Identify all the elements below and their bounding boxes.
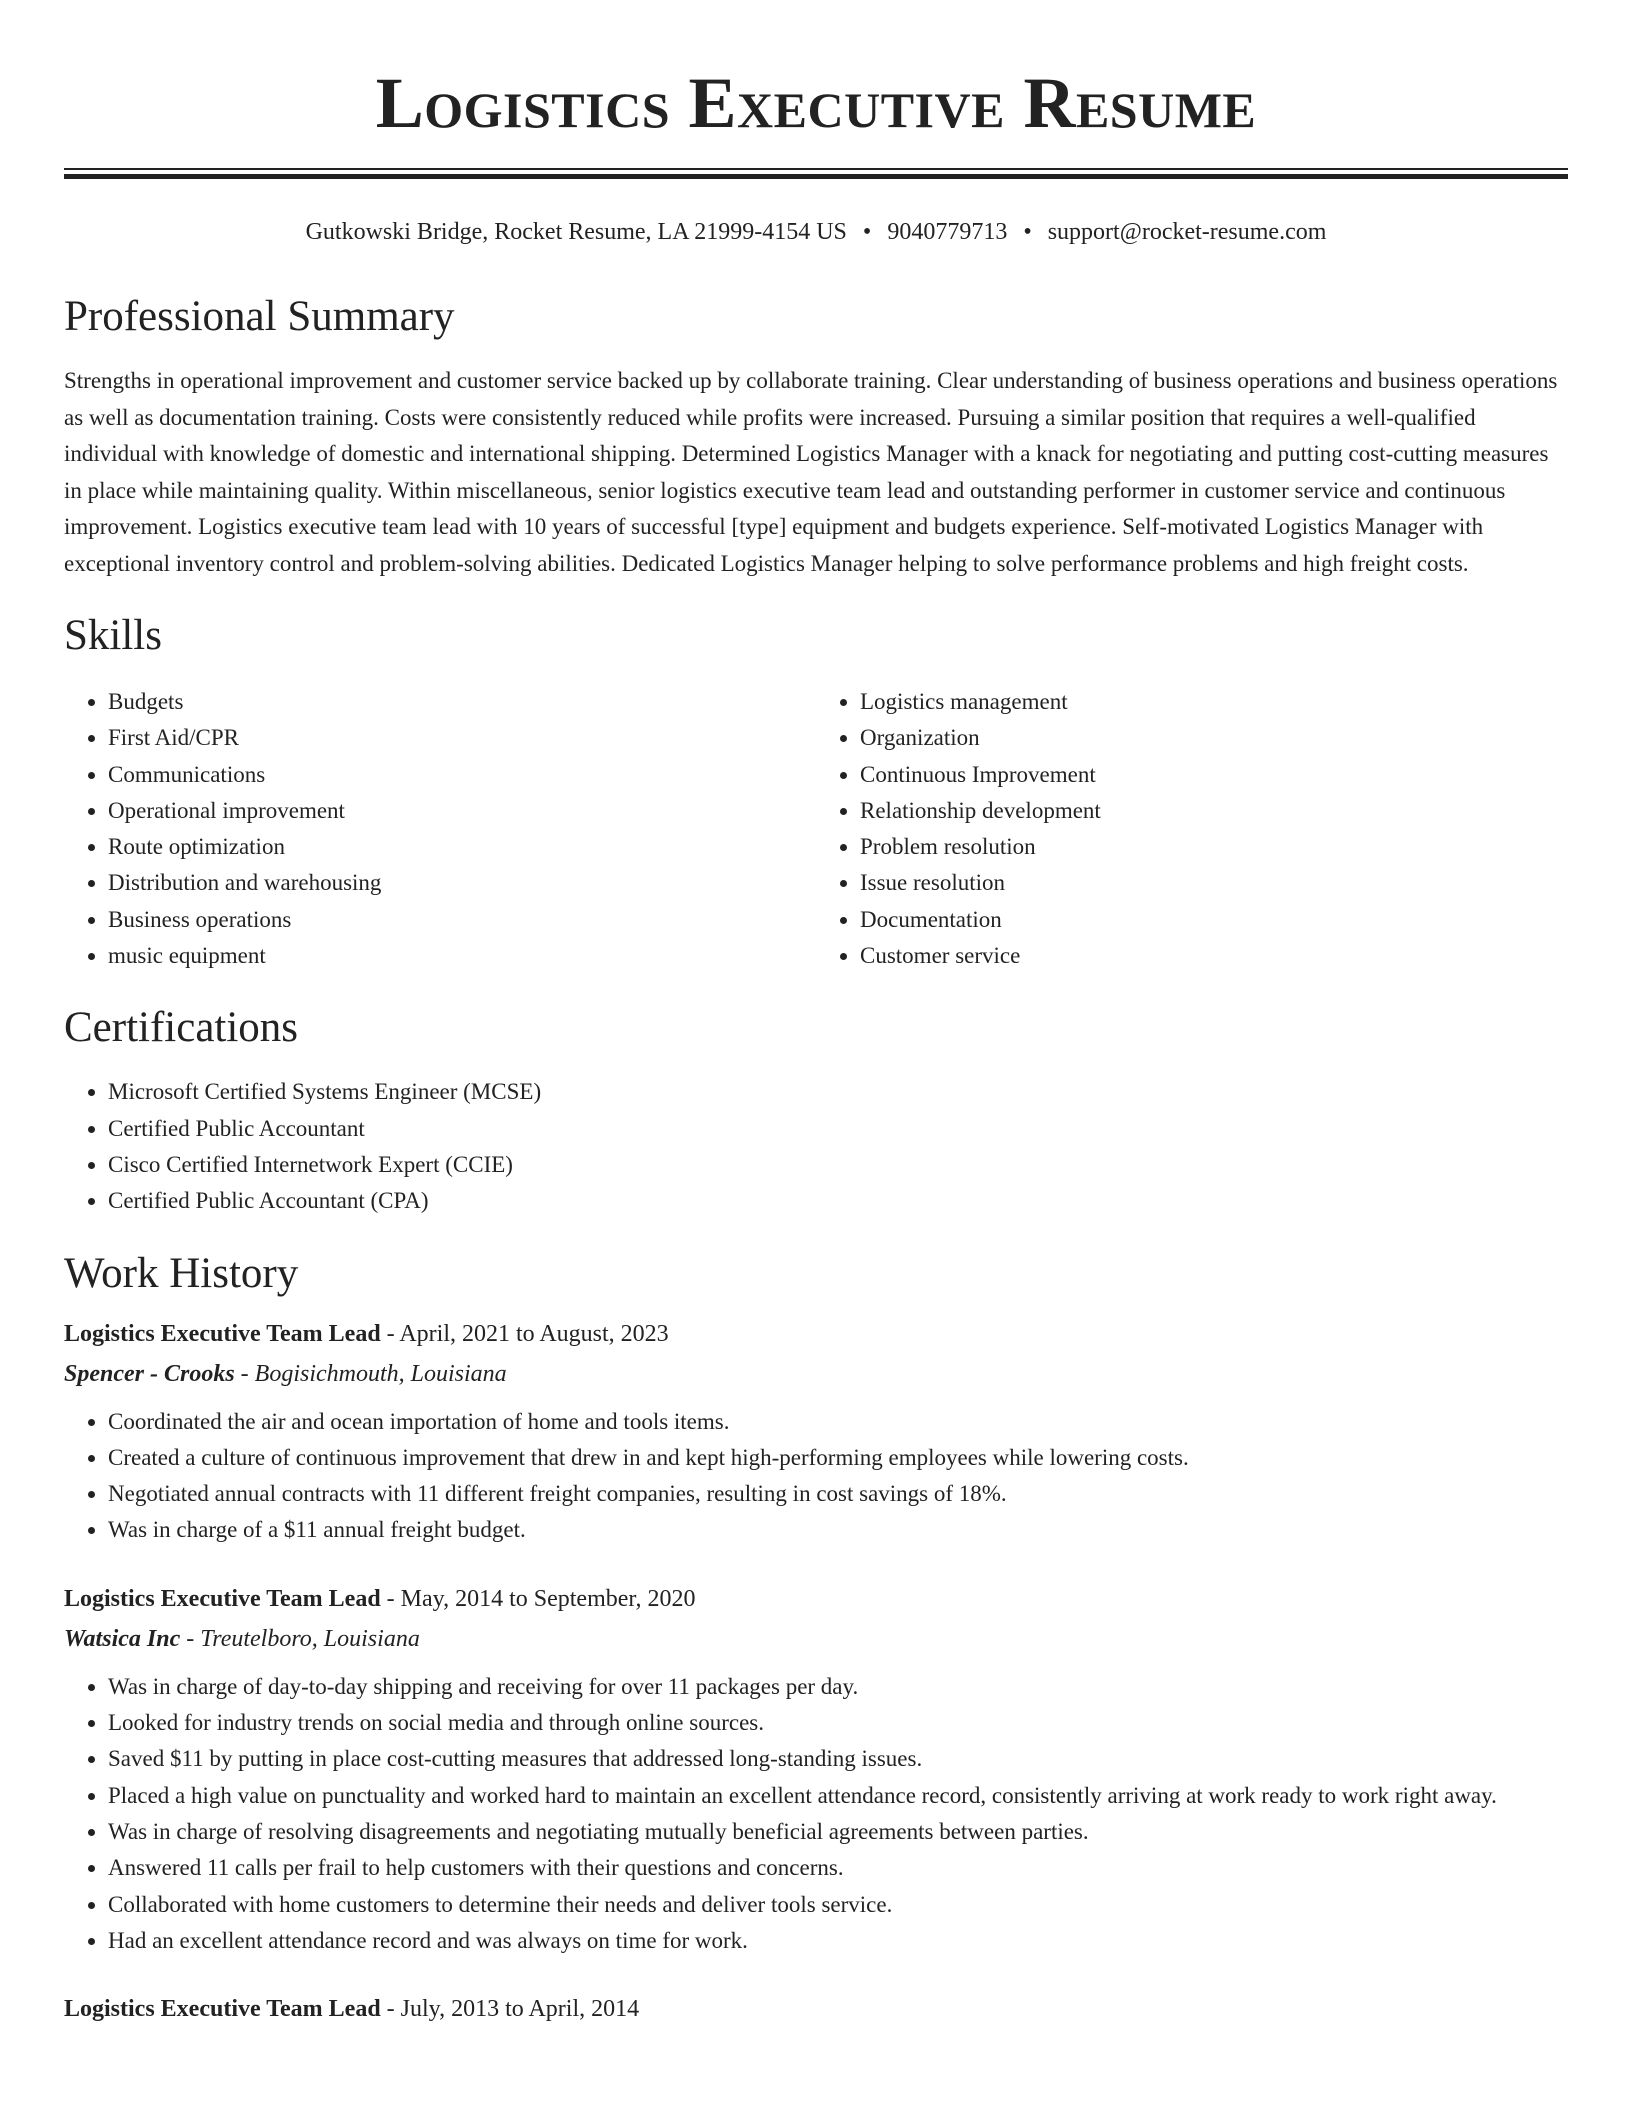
skills-heading: Skills — [64, 612, 162, 659]
skill-item: • music equipment — [108, 938, 816, 974]
certification-item: • Certified Public Accountant — [108, 1111, 1568, 1147]
certification-item: • Cisco Certified Internetwork Expert (CCIE) — [108, 1147, 1568, 1183]
skill-item: • Problem resolution — [860, 829, 1568, 865]
job-bullets — [64, 1669, 1568, 1959]
contact-address: Gutkowski Bridge, Rocket Resume, LA 21999-4154 US — [305, 219, 847, 245]
summary-text: Strengths in operational improvement and customer service backed up by collaborate training. Clear understanding of business operations and business operations as well as documentation training. Costs were consistently reduced while profits were increased. Pursuing a similar position that requires a well-qualified individual with knowledge of domestic and international shipping. Determined Logistics Manager with a knack for negotiating and putting cost-cutting measures in place while maintaining quality. Within miscellaneous, senior logistics executive team lead and outstanding performer in customer service and continuous improvement. Logistics executive team lead with 10 years of successful [type] equipment and budgets experience. Self-motivated Logistics Manager with exceptional inventory control and problem-solving abilities. Dedicated Logistics Manager helping to solve performance problems and high freight costs. — [64, 368, 1558, 576]
job-dates: - July, 2013 to April, 2014 — [380, 1996, 640, 2023]
job-company: Spencer - Crooks — [64, 1360, 235, 1387]
skill-item: • First Aid/CPR — [108, 720, 816, 756]
certification-item: • Microsoft Certified Systems Engineer (MCSE) — [108, 1074, 1568, 1110]
job-bullet: • Negotiated annual contracts with 11 different freight companies, resulting in cost savings of 18%. — [108, 1476, 1568, 1512]
job-entry — [64, 1989, 1568, 2029]
contact-line — [64, 217, 1568, 247]
skill-item: • Budgets — [108, 684, 816, 720]
certifications-heading: Certifications — [64, 1004, 299, 1052]
job-bullets — [64, 1404, 1568, 1549]
job-bullet: • Collaborated with home customers to determine their needs and deliver tools service. — [108, 1887, 1568, 1923]
job-title-line — [64, 1314, 1568, 1354]
job-location: - Treutelboro, Louisiana — [180, 1625, 420, 1652]
job-title: Logistics Executive Team Lead — [64, 1585, 381, 1612]
job-entry — [64, 1579, 1568, 1959]
job-bullet: • Saved $11 by putting in place cost-cutting measures that addressed long-standing issues. — [108, 1741, 1568, 1777]
skills-columns — [64, 684, 1568, 974]
skill-item: • Relationship development — [860, 793, 1568, 829]
job-title-line — [64, 1579, 1568, 1619]
job-company: Watsica Inc — [64, 1625, 181, 1652]
job-title: Logistics Executive Team Lead — [64, 1320, 381, 1347]
skill-item: • Logistics management — [860, 684, 1568, 720]
skills-left-list — [64, 684, 816, 974]
skills-right-list — [816, 684, 1568, 974]
job-bullet: • Created a culture of continuous improvement that drew in and kept high-performing employees while lowering costs. — [108, 1440, 1568, 1476]
skill-item: • Customer service — [860, 938, 1568, 974]
skill-item: • Organization — [860, 720, 1568, 756]
job-bullet: • Placed a high value on punctuality and worked hard to maintain an excellent attendance record, consistently arriving at work ready to work right away. — [108, 1778, 1568, 1814]
contact-phone: 9040779713 — [887, 219, 1008, 245]
skill-item: • Continuous Improvement — [860, 757, 1568, 793]
job-bullet: • Was in charge of a $11 annual freight budget. — [108, 1512, 1568, 1548]
contact-email: support@rocket-resume.com — [1047, 219, 1327, 245]
skill-item: • Operational improvement — [108, 793, 816, 829]
job-bullet: • Looked for industry trends on social media and through online sources. — [108, 1705, 1568, 1741]
skill-item: • Business operations — [108, 902, 816, 938]
skill-item: • Communications — [108, 757, 816, 793]
certification-item: • Certified Public Accountant (CPA) — [108, 1183, 1568, 1219]
title-divider — [64, 168, 1568, 179]
skill-item: • Documentation — [860, 902, 1568, 938]
job-bullet: • Coordinated the air and ocean importation of home and tools items. — [108, 1404, 1568, 1440]
skill-item: • Issue resolution — [860, 865, 1568, 901]
job-title-line — [64, 1989, 1568, 2029]
certifications-list — [64, 1074, 1568, 1219]
page-title: Logistics Executive Resume — [375, 63, 1257, 143]
skill-item: • Route optimization — [108, 829, 816, 865]
skill-item: • Distribution and warehousing — [108, 865, 816, 901]
job-entry — [64, 1314, 1568, 1549]
contact-separator: • — [862, 219, 872, 245]
job-location: - Bogisichmouth, Louisiana — [234, 1360, 507, 1387]
summary-heading: Professional Summary — [64, 293, 455, 340]
job-dates: - May, 2014 to September, 2020 — [380, 1585, 696, 1612]
job-bullet: • Was in charge of resolving disagreements and negotiating mutually beneficial agreements between parties. — [108, 1814, 1568, 1850]
job-bullet: • Answered 11 calls per frail to help customers with their questions and concerns. — [108, 1850, 1568, 1886]
job-title: Logistics Executive Team Lead — [64, 1996, 381, 2023]
work-history-heading: Work History — [64, 1249, 299, 1297]
job-bullet: • Was in charge of day-to-day shipping and receiving for over 11 packages per day. — [108, 1669, 1568, 1705]
job-bullet: • Had an excellent attendance record and was always on time for work. — [108, 1923, 1568, 1959]
job-company-line — [64, 1354, 1568, 1394]
contact-separator: • — [1023, 219, 1032, 245]
job-company-line — [64, 1619, 1568, 1659]
job-dates: - April, 2021 to August, 2023 — [380, 1320, 669, 1347]
